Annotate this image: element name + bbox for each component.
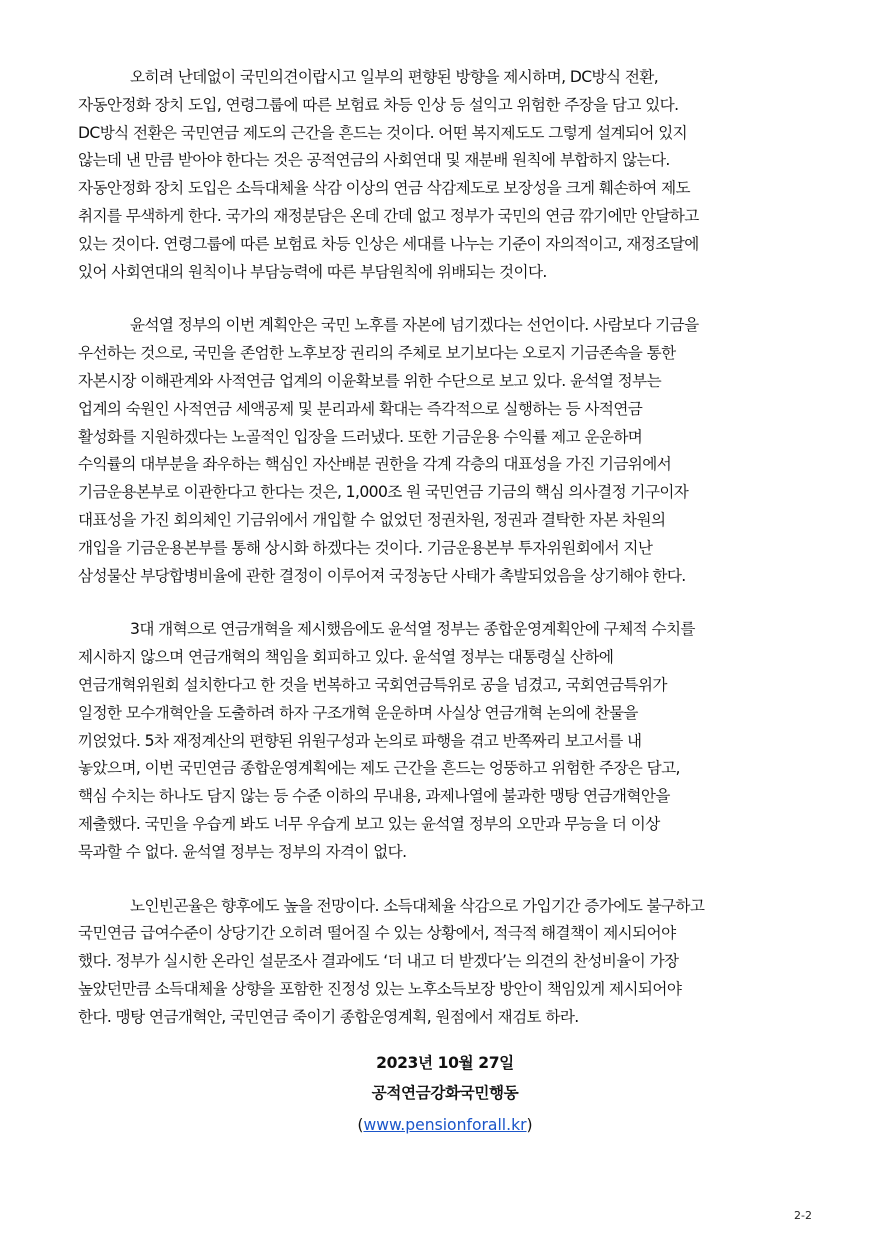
text-line: 국민연금 급여수준이 상당기간 오히려 떨어질 수 있는 상황에서, 적극적 해결책이 제시되어야 — [78, 924, 676, 943]
paragraph — [78, 616, 812, 866]
url-open-paren: ( — [357, 1116, 364, 1134]
text-line: 자본시장 이해관계와 사적연금 업계의 이윤확보를 위한 수단으로 보고 있다. 윤석열 정부는 — [78, 371, 662, 390]
organization-name: 공적연금강화국민행동 — [371, 1084, 519, 1102]
text-line: 우선하는 것으로, 국민을 존엄한 노후보장 권리의 주체로 보기보다는 오로지 기금존속을 통한 — [78, 344, 676, 363]
text-line: 수익률의 대부분을 좌우하는 핵심인 자산배분 권한을 각계 각층의 대표성을 가진 기금위에서 — [78, 455, 672, 474]
text-line: 3대 개혁으로 연금개혁을 제시했음에도 윤석열 정부는 종합운영계획안에 구체적 수치를 — [130, 620, 695, 639]
website-line — [0, 1110, 890, 1140]
text-line: 했다. 정부가 실시한 온라인 설문조사 결과에도 ‘더 내고 더 받겠다’는 의견의 찬성비율이 가장 — [78, 952, 679, 971]
paragraph — [78, 312, 812, 590]
text-line: 윤석열 정부의 이번 계획안은 국민 노후를 자본에 넘기겠다는 선언이다. 사람보다 기금을 — [130, 316, 699, 335]
document-body — [78, 64, 812, 1058]
text-line: 있어 사회연대의 원칙이나 부담능력에 따른 부담원칙에 위배되는 것이다. — [78, 262, 547, 281]
text-line: 끼얹었다. 5차 재정계산의 편향된 위원구성과 논의로 파행을 겪고 반쪽짜리 보고서를 내 — [78, 731, 642, 750]
text-line: 취지를 무색하게 한다. 국가의 재정분담은 온데 간데 없고 정부가 국민의 연금 깎기에만 안달하고 — [78, 206, 699, 225]
text-line: 일정한 모수개혁안을 도출하려 하자 구조개혁 운운하며 사실상 연금개혁 논의에 찬물을 — [78, 703, 638, 722]
statement-date: 2023년 10월 27일 — [376, 1054, 514, 1072]
text-line: 활성화를 지원하겠다는 노골적인 입장을 드러냈다. 또한 기금운용 수익률 제고 운운하며 — [78, 427, 643, 446]
text-line: 제출했다. 국민을 우습게 봐도 너무 우습게 보고 있는 윤석열 정부의 오만과 무능을 더 이상 — [78, 814, 660, 833]
text-line: 핵심 수치는 하나도 담지 않는 등 수준 이하의 무내용, 과제나열에 불과한 맹탕 연금개혁안을 — [78, 787, 670, 806]
text-line: 있는 것이다. 연령그룹에 따른 보험료 차등 인상은 세대를 나누는 기준이 자의적이고, 재정조달에 — [78, 234, 699, 253]
signature-block — [0, 1048, 890, 1140]
text-line: 않는데 낸 만큼 받아야 한다는 것은 공적연금의 사회연대 및 재분배 원칙에 부합하지 않는다. — [78, 151, 670, 170]
paragraph — [78, 64, 812, 286]
text-line: 대표성을 가진 회의체인 기금위에서 개입할 수 없었던 정권차원, 정권과 결탁한 자본 차원의 — [78, 510, 666, 529]
text-line: DC방식 전환은 국민연금 제도의 근간을 흔드는 것이다. 어떤 복지제도도 그렇게 설계되어 있지 — [78, 123, 688, 142]
text-line: 자동안정화 장치 도입, 연령그룹에 따른 보험료 차등 인상 등 설익고 위험한 주장을 담고 있다. — [78, 95, 679, 114]
text-line: 업계의 숙원인 사적연금 세액공제 및 분리과세 확대는 즉각적으로 실행하는 등 사적연금 — [78, 399, 643, 418]
text-line: 연금개혁위원회 설치한다고 한 것을 번복하고 국회연금특위로 공을 넘겼고, 국회연금특위가 — [78, 675, 667, 694]
text-line: 제시하지 않으며 연금개혁의 책임을 회피하고 있다. 윤석열 정부는 대통령실 산하에 — [78, 648, 614, 667]
website-link[interactable]: www.pensionforall.kr — [363, 1116, 527, 1134]
text-line: 기금운용본부로 이관한다고 한다는 것은, 1,000조 원 국민연금 기금의 핵심 의사결정 기구이자 — [78, 483, 689, 502]
paragraph — [78, 893, 812, 1032]
text-line: 오히려 난데없이 국민의견이랍시고 일부의 편향된 방향을 제시하며, DC방식 전환, — [130, 68, 659, 86]
text-line: 자동안정화 장치 도입은 소득대체율 삭감 이상의 연금 삭감제도로 보장성을 크게 훼손하여 제도 — [78, 179, 691, 198]
text-line: 묵과할 수 없다. 윤석열 정부는 정부의 자격이 없다. — [78, 842, 407, 861]
text-line: 삼성물산 부당합병비율에 관한 결정이 이루어져 국정농단 사태가 촉발되었음을 상기해야 한다. — [78, 566, 686, 585]
text-line: 놓았으며, 이번 국민연금 종합운영계획에는 제도 근간을 흔드는 엉뚱하고 위험한 주장은 담고, — [78, 759, 680, 778]
url-close-paren: ) — [526, 1116, 533, 1134]
text-line: 개입을 기금운용본부를 통해 상시화 하겠다는 것이다. 기금운용본부 투자위원회에서 지난 — [78, 538, 653, 557]
page-number: 2-2 — [794, 1209, 812, 1222]
text-line: 노인빈곤율은 향후에도 높을 전망이다. 소득대체율 삭감으로 가입기간 증가에도 불구하고 — [130, 896, 705, 915]
text-line: 높았던만큼 소득대체율 상향을 포함한 진정성 있는 노후소득보장 방안이 책임있게 제시되어야 — [78, 979, 682, 998]
text-line: 한다. 맹탕 연금개혁안, 국민연금 죽이기 종합운영계획, 원점에서 재검토 하라. — [78, 1007, 579, 1026]
